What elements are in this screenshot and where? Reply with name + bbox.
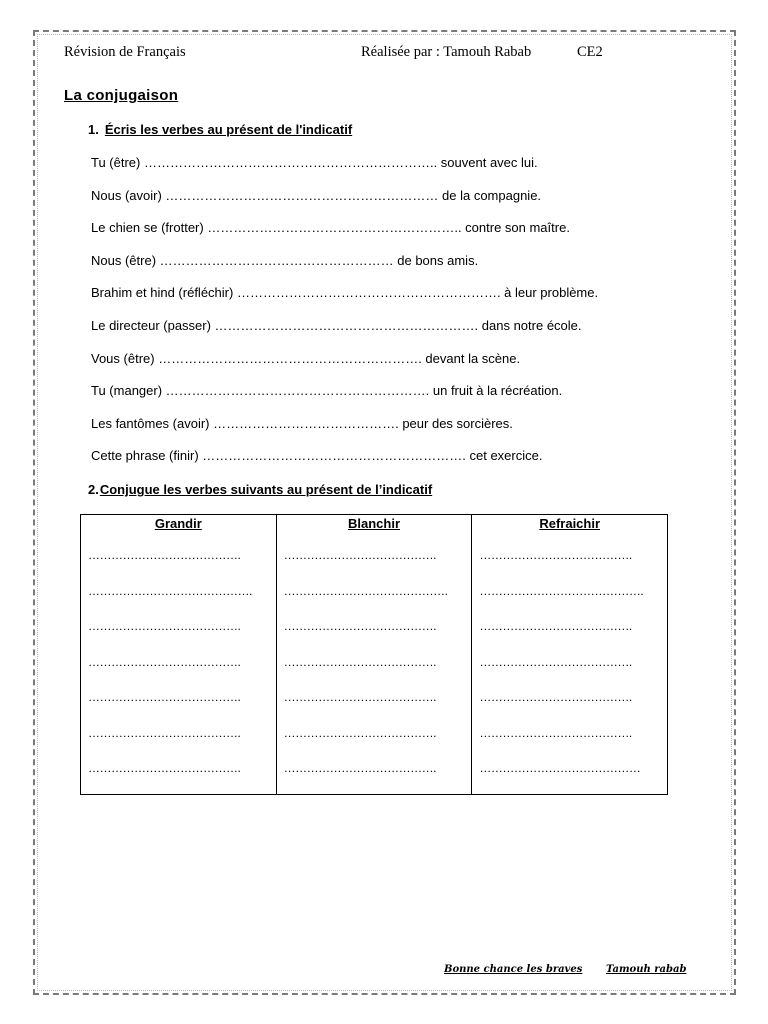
answer-line[interactable]: …………………………………. — [88, 654, 241, 669]
answer-line[interactable]: …………………………………. — [283, 690, 437, 704]
answer-line[interactable]: …………………………………. — [479, 725, 632, 740]
answer-line[interactable]: …………………………………. — [283, 761, 437, 775]
answer-line[interactable]: ……………………………………. — [88, 583, 252, 598]
answer-line[interactable]: …………………………………. — [283, 725, 437, 740]
fill-in-sentence[interactable]: Le chien se (frotter) ………………………………………………….. contre son maître. — [91, 220, 570, 236]
fill-in-sentence[interactable]: Les fantômes (avoir) ……………………………………. peur des sorcières. — [91, 415, 513, 431]
fill-in-sentence[interactable]: Cette phrase (finir) ……………………………………………………. cet exercice. — [91, 448, 543, 464]
exercise-2-instruction: Conjugue les verbes suivants au présent de l’indicatif — [99, 482, 433, 497]
fill-in-sentence[interactable]: Nous (avoir) ……………………………………………………… de la compagnie. — [91, 187, 542, 203]
header-grade: CE2 — [577, 44, 603, 60]
answer-line[interactable]: …………………………………. — [283, 619, 437, 633]
answer-line[interactable]: …………………………………. — [479, 548, 632, 562]
conjugation-column-refraichir — [472, 515, 667, 794]
answer-line[interactable]: …………………………………. — [88, 725, 241, 740]
answer-line[interactable]: …………………………………. — [88, 761, 241, 775]
answer-line[interactable]: …………………………………. — [283, 654, 437, 669]
exercise-2-title — [88, 482, 432, 497]
section-title: La conjugaison — [64, 87, 179, 104]
exercise-2-number: 2. — [88, 482, 99, 497]
footer-signature: Tamouh rabab — [606, 964, 687, 975]
answer-line[interactable]: …………………………………. — [88, 548, 241, 562]
exercise-1-title — [88, 122, 352, 137]
fill-in-sentence[interactable]: Nous (être) ……………………………………………… de bons amis. — [91, 252, 479, 268]
answer-line[interactable]: …………………………………. — [479, 654, 632, 669]
column-header: Grandir — [154, 516, 202, 531]
conjugation-table — [80, 514, 668, 795]
exercise-1-number: 1. — [88, 122, 99, 137]
column-header: Refraichir — [539, 516, 601, 531]
fill-in-sentence[interactable]: Brahim et hind (réfléchir) ……………………………………………………. à leur problème. — [91, 285, 599, 301]
exercise-1-instruction: Écris les verbes au présent de l'indicatif — [104, 122, 353, 137]
column-header: Blanchir — [348, 516, 401, 531]
answer-line[interactable]: …………………………………… — [479, 761, 641, 775]
fill-in-sentence[interactable]: Le directeur (passer) ……………………………………………………. dans notre école. — [91, 317, 582, 333]
answer-line[interactable]: …………………………………. — [283, 548, 437, 562]
footer-good-luck: Bonne chance les braves — [444, 964, 583, 975]
answer-line[interactable]: …………………………………. — [88, 619, 241, 633]
conjugation-column-grandir — [81, 515, 277, 794]
header-author: Réalisée par : Tamouh Rabab — [361, 44, 532, 60]
answer-line[interactable]: …………………………………. — [479, 619, 632, 633]
fill-in-sentence[interactable]: Tu (être) ………………………………………………………….. souvent avec lui. — [91, 155, 538, 170]
fill-in-sentence[interactable]: Tu (manger) ……………………………………………………. un fruit à la récréation. — [91, 383, 563, 399]
answer-line[interactable]: …………………………………. — [88, 690, 241, 704]
exercise-1-sentences — [91, 155, 691, 481]
answer-line[interactable]: ……………………………………. — [479, 583, 644, 598]
fill-in-sentence[interactable]: Vous (être) ……………………………………………………. devant la scène. — [91, 350, 521, 366]
header-subject: Révision de Français — [64, 44, 186, 60]
conjugation-column-blanchir — [277, 515, 473, 794]
answer-line[interactable]: ……………………………………. — [283, 583, 448, 598]
answer-line[interactable]: …………………………………. — [479, 690, 632, 704]
